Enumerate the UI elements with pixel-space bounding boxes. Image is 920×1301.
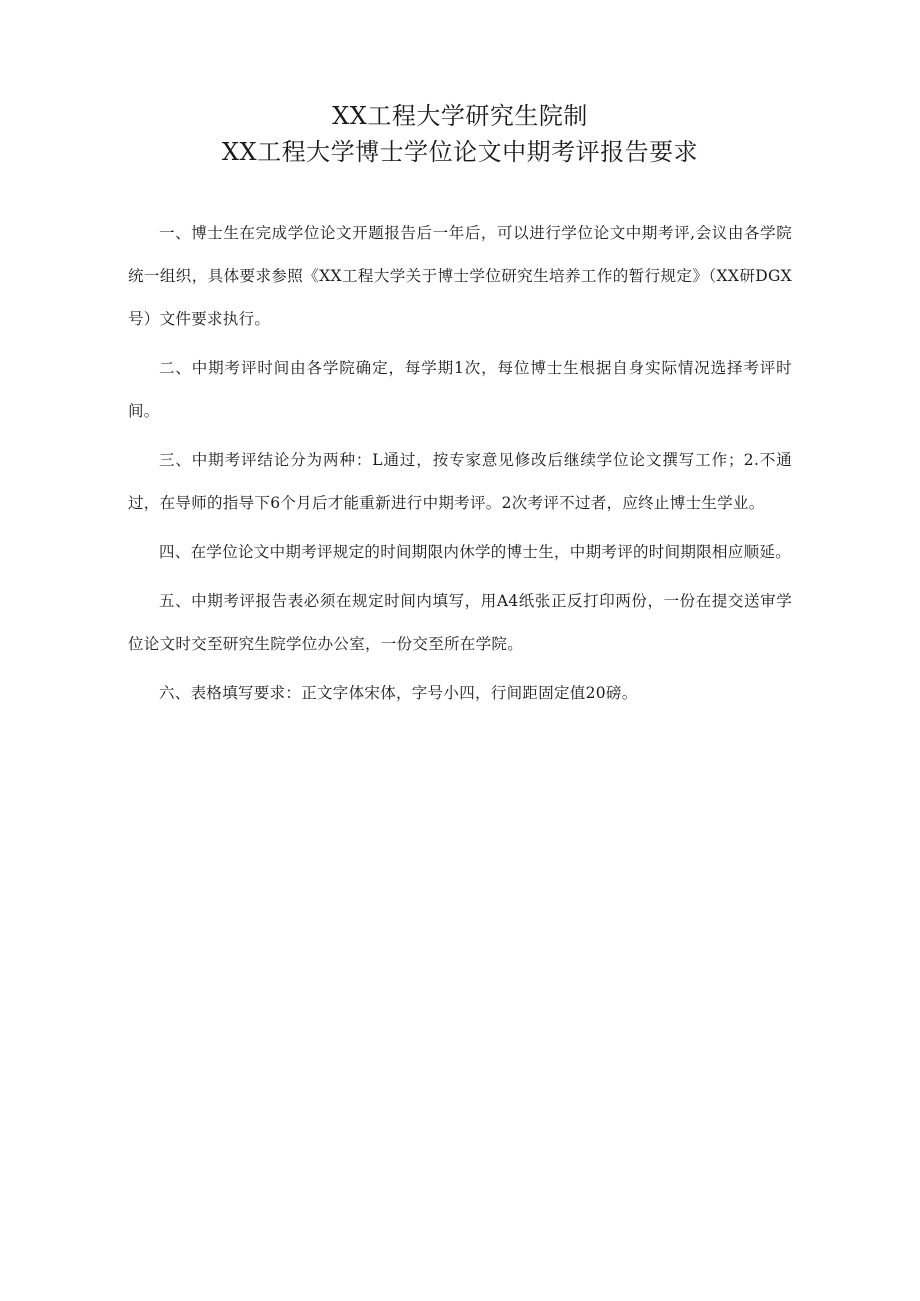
document-title: XX工程大学博士学位论文中期考评报告要求 bbox=[221, 138, 699, 166]
document-title-block bbox=[0, 98, 920, 170]
document-body bbox=[128, 212, 792, 721]
paragraph-5: 五、中期考评报告表必须在规定时间内填写，用A4纸张正反打印两份，一份在提交送审学位论文时交至研究生院学位办公室，一份交至所在学院。 bbox=[128, 592, 792, 653]
issuer-title: XX工程大学研究生院制 bbox=[332, 102, 588, 130]
paragraph-3: 三、中期考评结论分为两种：L通过，按专家意见修改后继续学位论文撰写工作；2.不通过，在导师的指导下6个月后才能重新进行中期考评。2次考评不过者，应终止博士生学业。 bbox=[128, 451, 792, 512]
paragraph-6: 六、表格填写要求：正文字体宋体，字号小四，行间距固定值20磅。 bbox=[159, 684, 638, 702]
paragraph-1: 一、博士生在完成学位论文开题报告后一年后，可以进行学位论文中期考评,会议由各学院统一组织，具体要求参照《XX工程大学关于博士学位研究生培养工作的暂行规定》（XX研DGX号）文件要求执行。 bbox=[128, 224, 792, 328]
paragraph-4: 四、在学位论文中期考评规定的时间期限内休学的博士生，中期考评的时间期限相应顺延。 bbox=[159, 543, 792, 561]
paragraph-2: 二、中期考评时间由各学院确定，每学期1次，每位博士生根据自身实际情况选择考评时间。 bbox=[128, 359, 792, 420]
